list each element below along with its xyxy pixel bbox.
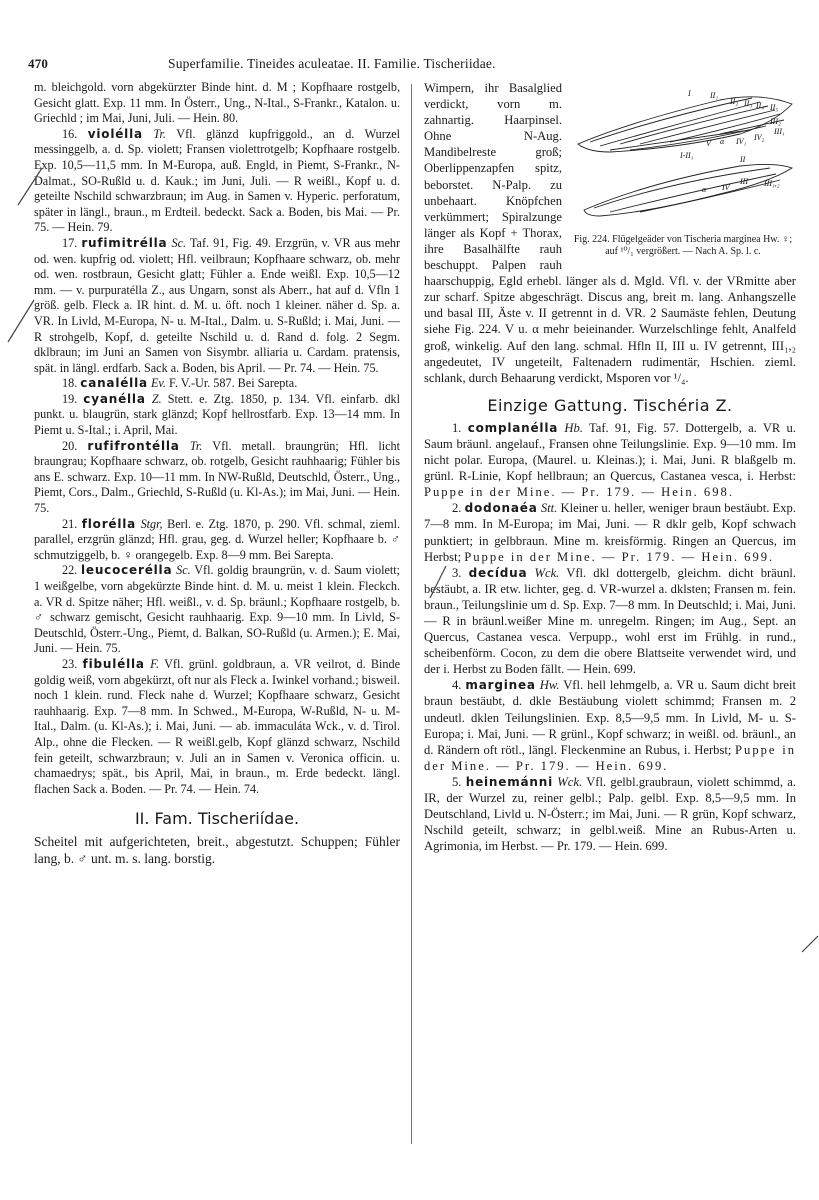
vein-label: II₁ [710, 91, 719, 100]
species-name: heinemánni [465, 774, 554, 789]
family-heading: II. Fam. Tischeriídae. [134, 809, 300, 829]
vein-label: IV₂ [754, 133, 765, 142]
vein-label: α [702, 185, 707, 194]
species-entry-20: 20. rufifrontélla Tr. Vfl. metall. braungrün; Hfl. licht braungrau; Kopfhaare schwarz, ob. rotgelb, Gesicht rauhhaarig; Fühler bis ans E. schwarz. Exp. 10—11 mm. In NW-Rußld, Deutschld, Österr., Ung., Piemt, Cors., Dalm., Griechld, S-Rußld (u. Kl-As.); im Mai, Juni. — Hein. 75. [34, 438, 400, 516]
tischeria-entry-4: 4. marginea Hw. Vfl. hell lehmgelb, a. VR u. Saum dicht breit braun bestäubt, d. dkle Bestäubung violett schimmd; Fransen m. 2 undeutl. dklen Teilungslinien. Exp. 8,5—9,5 mm. In Livld, M- u. S-Europa; i. Mai, Juni. — R grünl., Kopf schwarz; in weißl. od. bräunl., an d. Rändern oft rötl., längl. Fleckenmine an Rubus, i. Herbst; Puppe in der Mine. — Pr. 179. — Hein. 699. [424, 678, 796, 773]
vein-label: III₁,₂ [764, 179, 780, 188]
vein-label: IV [722, 183, 730, 192]
vein-label: III₂ [770, 117, 781, 126]
vein-label: I-II₁ [680, 151, 694, 160]
species-name: fibulélla [82, 656, 145, 671]
running-head: Superfamilie. Tineides aculeatae. II. Familie. Tischeriidae. [168, 56, 496, 71]
vein-label: II₅ [770, 103, 779, 112]
species-name: rufimitrélla [81, 235, 168, 250]
page-number: 470 [28, 56, 49, 71]
vein-label: III [740, 177, 748, 186]
species-name: decídua [468, 565, 528, 580]
tischeria-entry-2: 2. dodonaéa Stt. Kleiner u. heller, weniger braun bestäubt. Exp. 7—8 mm. In M-Europa; im Mai, Juni. — R dklr gelb, Kopf schwach punktiert; in gelbbraun. Mine m. kreisförmig. Ringen an Quercus, im Herbst; Puppe in der Mine. — Pr. 179. — Hein. 699. [424, 501, 796, 564]
genus-heading: Einzige Gattung. Tischéria Z. [487, 395, 733, 415]
vein-label: III₁ [774, 127, 785, 136]
tischeria-entry-1: 1. complanélla Hb. Taf. 91, Fig. 57. Dottergelb, a. VR u. Saum bräunl. angelauf., Fransen ohne Teilungslinie. Exp. 9—10 mm. Im nicht polar. Europa, (Maurel. u. Kleinas.); i. Mai, Juni. R blaßgelb m. grünl. R-Linie, Kopf hellbraun; an Quercus, Castanea vesca, i. Herbst: Puppe in der Mine. — Pr. 179. — Hein. 698. [424, 420, 796, 500]
species-name: rufifrontélla [87, 438, 180, 453]
species-entry-18: 18. canalélla Ev. F. V.-Ur. 587. Bei Sarepta. [62, 376, 298, 391]
entry-continuation: m. bleichgold. vorn abgekürzter Binde hint. d. M ; Kopfhaare rostgelb, Gesicht glatt. Exp. 11 mm. In Österr., Ung., N-Ital., S-Frankr., Katalon. u. Griechld ; im Mai, Juni, Juli. — Hein. 80. [34, 80, 400, 126]
species-entry-22: 22. leucocerélla Sc. Vfl. goldig braungrün, v. d. Saum violett; 1 weißgelbe, vorn abgekürzte Binde hint. d. M. u. meist 1 klein. Fleckch. a. VR d. Spitze näher; Hfl. weißl., v. d. Sp. bräunl.; Kopfhaare rostgelb, b. ♂ schwarz gemischt, Gesicht rauhhaarig. Exp. 9—10 mm. In Livld, S-Deutschld, Österr.-Ung., Piemt, d. Balkan, SO-Rußld (u. Armen.); E. Mai, Juni. — Hein. 75. [34, 563, 400, 656]
family-description-continued: Wimpern, ihr Basalglied verdickt, vorn m. zahnartig. Haarpinsel. Ohne N-Aug. Mandibelreste groß; Oberlippenzapfen spitz, beborstet. N-Palp. zu unbehaart. Knöpfchen verkümmert; Spiralzunge länger als Kopf + Thorax, ihre Basalhälfte rauh beschuppt. Palpen rauh haarschuppig, Egld erhebl. länger als d. Mgld. Vfl. v. der VRmitte aber zur scharf. Spitze abgeschrägt. Discus ang, breit m. lang. Anhangszelle und basal III, Äste v. II getrennt in d. VR. 2 Saumäste fehlen, Deutung siehe Fig. 224. V u. α mehr beieinander. Wurzelschlinge fehlt, Analfeld groß, winkelig. Auf den lang. schmal. Hfln II, III u. IV getrennt, III₁,₂ angedeutet, IV ungeteilt, Faltenadern rudimentär, Hschien. zieml. schlank, durch Behaarung verdickt, Msporen vor ¹/₄. [424, 81, 796, 385]
tischeria-entry-3: 3. decídua Wck. Vfl. dkl dottergelb, gleichm. dicht bräunl. bestäubt, a. IR etw. lichter, geg. d. VR-wurzel a. dklsten; Fransen m. fein. braun., Teilungslinie um d. Sp. Exp. 7—8 mm. In Deutschld; i. Mai, Juni. — R in bräunl.weißer Mine m. unregelm. Ringen; im Aug., Sept. an Quercus, Castanea vesca. Verpupp., wohl erst im Frühlg. in rund., scheibenförm. Cocon, zu dem die obere Blattseite verwendet wird, und der i. Herbst zu Boden fällt. — Hein. 699. [424, 565, 796, 677]
vein-label: II₂ [730, 97, 739, 106]
species-name: complanélla [467, 420, 559, 435]
vein-label: α [720, 137, 725, 146]
species-entry-23: 23. fibulélla F. Vfl. grünl. goldbraun, a. VR veilrot, d. Binde goldig weiß, vorn abgekürzt, oft nur als Fleck a. Iwinkel vorhand.; bisweil. noch 1 klein. rund. Fleck nahe d. Wurzel; Kopfhaare schwarz, Gesicht rauhhaarig. Exp. 7—8 mm. In Schwed., M-Europa, W-Rußld, N- u. M-Ital., Dalm. (u. Kl-As.); i. Mai, Juni. — ab. immaculáta Wck., v. d. Tirol. Alp., ohne die Flecken. — R weißl.gelb, Kopf glänzd schwarz, Nschild fein geteilt, schwarzbraun; v. Juli an in Samen v. Veronica officin. u. chamaedrys; spät., bis April, Mai, in braun., m. Erde bedeckt. längl. flachen Sack a. Boden. — Pr. 74. — Hein. 74. [34, 656, 400, 796]
vein-label: V [706, 139, 711, 148]
vein-label: II₃ [744, 99, 753, 108]
species-entry-16: 16. violélla Tr. Vfl. glänzd kupfriggold., an d. Wurzel messinggelb, a. d. Sp. violett; Fransen violettrotgelb; Kopfhaare rostgelb. Exp. 10,5—11,5 mm. In M-Europa, auß. Engld, in Piemt, S-Frankr., N-Dalmat., SO-Rußld u. d. Kauk.; im Juni, Juli. — R weißl., Kopf u. d. geteilte Nschild schwarzbraun; im Aug. in Samen v. Hyperic. perforatum, später in längl., braun., m Erdteil. bedeckt. Sack a. Boden, bis Mai. — Pr. 75. — Hein. 79. [34, 126, 400, 235]
species-name: violélla [87, 126, 143, 141]
species-entry-19: 19. cyanélla Z. Stett. e. Ztg. 1850, p. 134. Vfl. einfarb. dkl punkt. u. blaugrün, stark glänzd; Kopf hellrostfarb. Exp. 13—14 mm. In Piemt u. S-Ital.; i. April, Mai. [34, 391, 400, 438]
tischeria-entry-5: 5. heinemánni Wck. Vfl. gelbl.graubraun, violett schimmd, a. IR, der Wurzel zu, reiner gelbl.; Palp. gelbl. Exp. 8,5—9,5 mm. In Deutschland, Livld u. N-Österr.; im Mai, Juni. — R grün, Kopf schwarz, Nschild geteilt, schwarz; in gelbl.weiß. Mine an Rubus-Arten u. Agrimonia, im Herbst. — Pr. 179. — Hein. 699. [424, 774, 796, 854]
vein-label: II [740, 155, 746, 164]
species-name: marginea [465, 678, 536, 693]
species-name: canalélla [80, 376, 148, 391]
figure-caption: Fig. 224. Flügelgeäder von Tischeria marginea Hw. ♀; auf ¹⁰/₁ vergrößert. — Nach A. Sp. l. c. [573, 234, 793, 257]
vein-label: IV₁ [736, 137, 747, 146]
family-description: Scheitel mit aufgerichteten, breit., abgestutzt. Schuppen; Fühler lang, b. ♂ unt. m. s. lang. borstig. [34, 833, 400, 866]
vein-label: II₄ [756, 101, 765, 110]
vein-label: I [688, 89, 691, 98]
species-entry-21: 21. florélla Stgr, Berl. e. Ztg. 1870, p. 290. Vfl. schmal, zieml. parallel, erzgrün glänzd; Hfl. grau, geg. d. Wurzel heller; Kopfhaare b. ♂ schmutziggelb, b. ♀ orangegelb. Exp. 8—9 mm. Bei Sarepta. [34, 516, 400, 562]
species-entry-17: 17. rufimitrélla Sc. Taf. 91, Fig. 49. Erzgrün, v. VR aus mehr od. wen. kupfrig od. violett; Hfl. veilbraun; Kopfhaare schwarz, ob. mehr od. wen. rostbraun, Gesicht glatt; Fühler a. Ende weißl. Exp. 10,5—12 mm. — v. purpuratélla Z., aus Ungarn, sonst als Aberr., hat auf d. Vfln 1 größ. gelb. Fleck a. IR hint. d. M. u. öft. noch 1 kleiner. näher d. Sp. a. VR. In Livld, M-Europa, N- u. M-Ital., Dalm. u. S-Rußld; i. Mai, Juni. — R strohgelb, Kopf, d. geteilte Nschild u. d. Rand d. folg. 2 Segm. dklbraun; im Juni an Samen von Sisymbr. alliaria u. Cardam. pratensis, spät. in längl. erdfarb. Sack a. Boden, bis April. — Pr. 74. — Hein. 75. [34, 235, 400, 375]
species-name: leucocerélla [80, 563, 173, 578]
species-name: cyanélla [83, 391, 146, 406]
species-name: dodonaéa [464, 501, 538, 516]
species-name: florélla [81, 516, 137, 531]
